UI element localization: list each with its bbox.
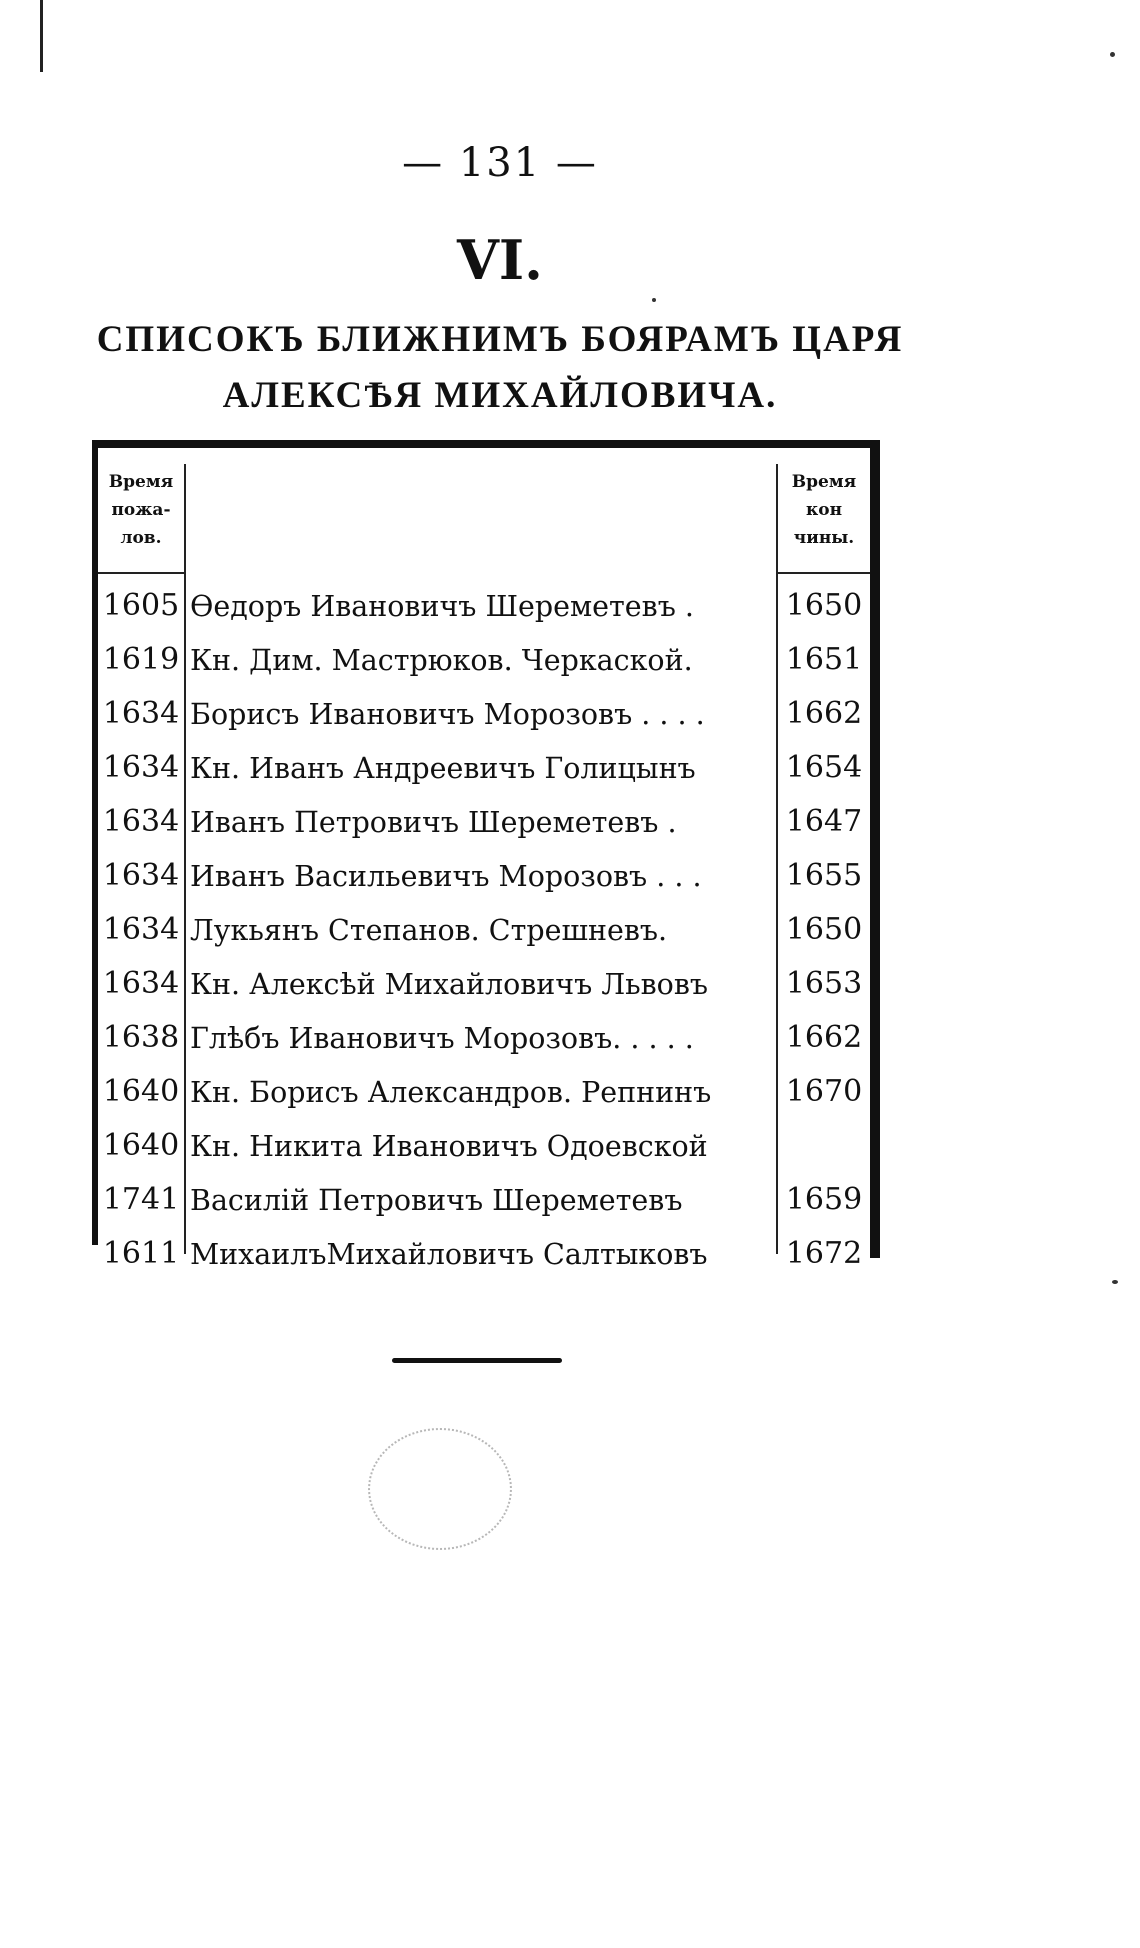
table-row — [92, 1068, 880, 1122]
table-row — [92, 1176, 880, 1230]
grant-year: 1634 — [102, 804, 180, 839]
death-year: 1670 — [785, 1074, 863, 1109]
page-title-line-2: АЛЕКСѢЯ МИХАЙЛОВИЧА. — [222, 375, 778, 416]
page-number: — 131 — — [402, 140, 598, 186]
grant-year: 1634 — [102, 696, 180, 731]
column-header-grant-time — [98, 468, 184, 552]
header-text: лов. — [120, 528, 162, 548]
header-text: пожа- — [111, 500, 171, 520]
grant-year: 1619 — [102, 642, 180, 677]
header-text: чины. — [793, 528, 855, 548]
scan-speck — [1110, 52, 1115, 57]
death-year: 1655 — [785, 858, 863, 893]
table-row — [92, 852, 880, 906]
boyar-name: Кн. Борисъ Александров. Репнинъ — [190, 1076, 712, 1109]
death-year: 1659 — [785, 1182, 863, 1217]
table-row — [92, 1014, 880, 1068]
death-year: 1654 — [785, 750, 863, 785]
header-text: Время — [791, 472, 857, 492]
header-text: кон — [805, 500, 843, 520]
grant-year: 1611 — [102, 1236, 180, 1271]
table-row — [92, 1122, 880, 1176]
boyar-name: Борисъ Ивановичъ Морозовъ . . . . — [190, 698, 705, 731]
boyars-table — [92, 440, 880, 1271]
scan-edge-mark — [40, 0, 43, 72]
section-end-rule — [392, 1358, 562, 1363]
table-row — [92, 636, 880, 690]
table-row — [92, 798, 880, 852]
table-row — [92, 1230, 880, 1284]
death-year: 1650 — [785, 912, 863, 947]
boyar-name: Лукьянъ Степанов. Стрешневъ. — [190, 914, 668, 947]
death-year: 1662 — [785, 696, 863, 731]
grant-year: 1634 — [102, 858, 180, 893]
header-rule — [778, 572, 870, 574]
grant-year: 1634 — [102, 966, 180, 1001]
table-row — [92, 744, 880, 798]
grant-year: 1640 — [102, 1074, 180, 1109]
boyar-name: Кн. Алексѣй Михайловичъ Львовъ — [190, 968, 708, 1001]
death-year: 1653 — [785, 966, 863, 1001]
grant-year: 1605 — [102, 588, 180, 623]
death-year: 1650 — [785, 588, 863, 623]
table-body — [92, 582, 880, 1284]
boyar-name: Кн. Иванъ Андреевичъ Голицынъ — [190, 752, 696, 785]
scan-speck — [652, 298, 656, 302]
grant-year: 1640 — [102, 1128, 180, 1163]
grant-year: 1638 — [102, 1020, 180, 1055]
section-number: VI. — [457, 228, 543, 292]
boyar-name: Иванъ Васильевичъ Морозовъ . . . — [190, 860, 702, 893]
header-text: Время — [108, 472, 174, 492]
boyar-name: Ѳедоръ Ивановичъ Шереметевъ . — [190, 590, 694, 623]
page-title-line-1: СПИСОКЪ БЛИЖНИМЪ БОЯРАМЪ ЦАРЯ — [96, 319, 904, 360]
boyar-name: Глѣбъ Ивановичъ Морозовъ. . . . . — [190, 1022, 694, 1055]
boyar-name: Кн. Никита Ивановичъ Одоевской — [190, 1130, 708, 1163]
table-row — [92, 906, 880, 960]
library-stamp — [368, 1428, 512, 1550]
header-rule — [98, 572, 186, 574]
table-row — [92, 960, 880, 1014]
boyar-name: Иванъ Петровичъ Шереметевъ . — [190, 806, 677, 839]
death-year: 1672 — [785, 1236, 863, 1271]
death-year: 1662 — [785, 1020, 863, 1055]
table-row — [92, 690, 880, 744]
boyar-name: Василій Петровичъ Шереметевъ — [190, 1184, 683, 1217]
grant-year: 1741 — [102, 1182, 180, 1217]
table-top-rule — [92, 440, 880, 448]
boyar-name: Кн. Дим. Мастрюков. Черкаской. — [190, 644, 693, 677]
scan-speck — [1112, 1280, 1118, 1284]
grant-year: 1634 — [102, 750, 180, 785]
boyar-name: МихаилъМихайловичъ Салтыковъ — [190, 1238, 708, 1271]
column-header-death-time — [778, 468, 870, 552]
table-row — [92, 582, 880, 636]
death-year: 1647 — [785, 804, 863, 839]
grant-year: 1634 — [102, 912, 180, 947]
death-year: 1651 — [785, 642, 863, 677]
